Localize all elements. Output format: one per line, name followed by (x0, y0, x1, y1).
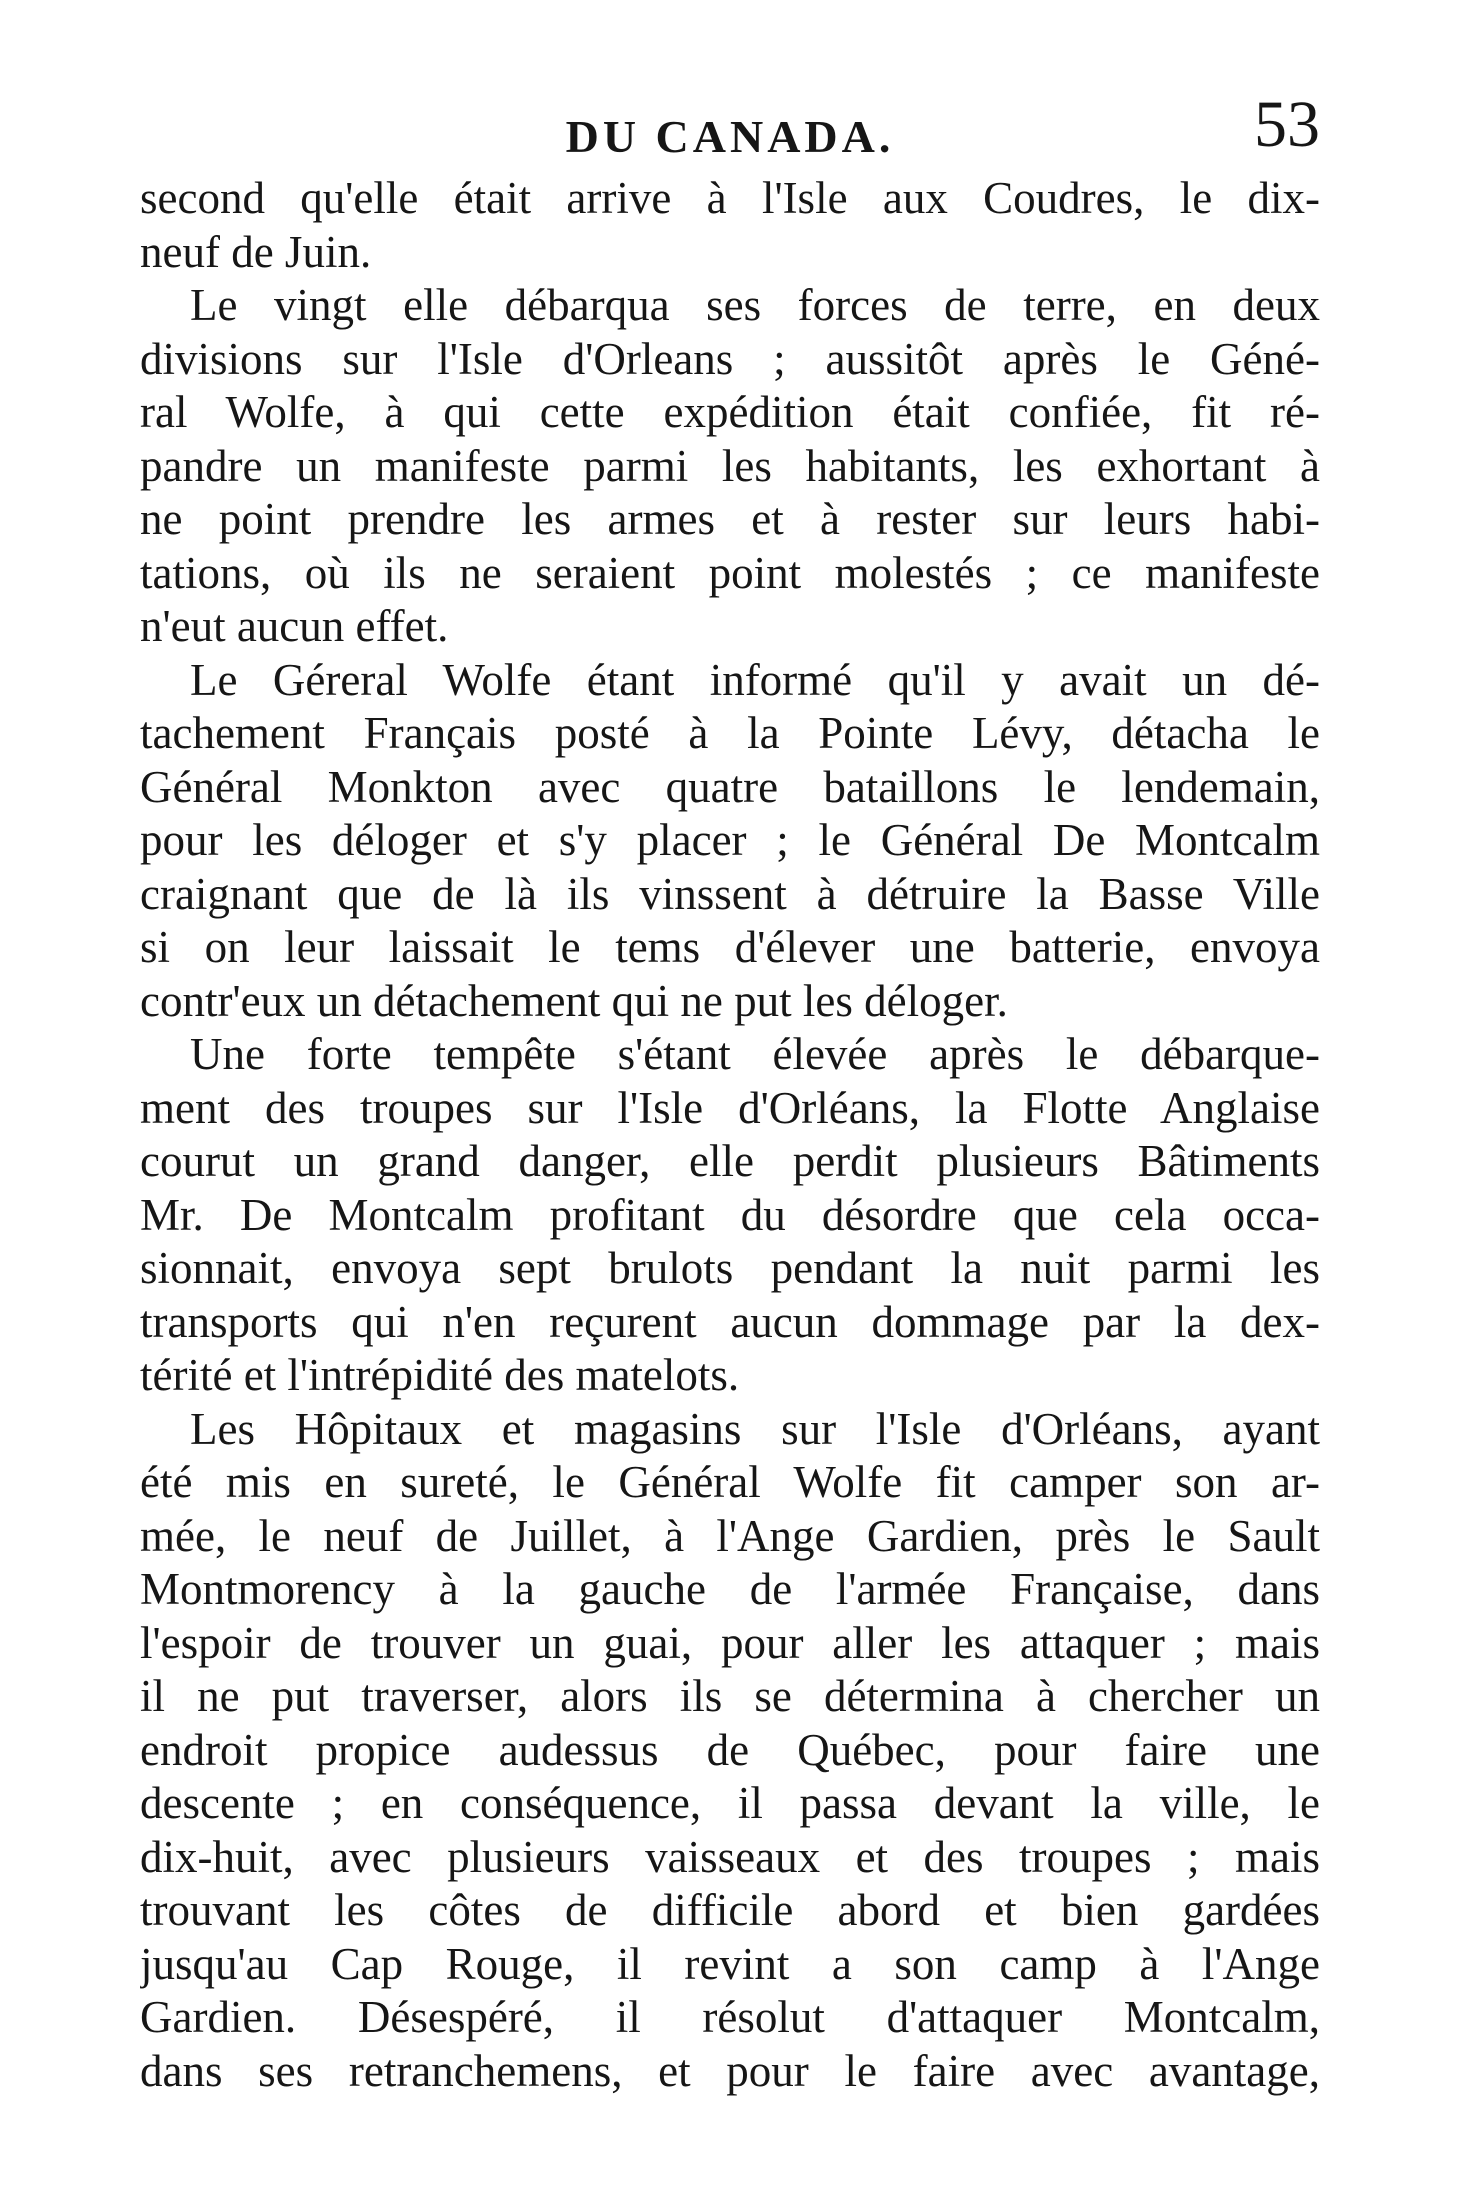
text-line: ment des troupes sur l'Isle d'Orléans, la Flotte Anglaise (140, 1082, 1320, 1133)
running-title: DU CANADA. (565, 111, 895, 162)
text-line: tations, où ils ne seraient point molestés ; ce manifeste (140, 547, 1320, 598)
text-line: pour les déloger et s'y placer ; le Général De Montcalm (140, 815, 1320, 865)
text-line: pandre un manifeste parmi les habitants, les exhortant à (140, 440, 1320, 491)
text-line: tachement Français posté à la Pointe Lévy, détacha le (140, 708, 1320, 758)
paragraph (140, 1403, 1320, 2099)
text-line: endroit propice audessus de Québec, pour faire une (140, 1724, 1320, 1775)
text-line: Le vingt elle débarqua ses forces de terre, en deux (190, 280, 1320, 330)
text-line: ral Wolfe, à qui cette expédition était confiée, fit ré- (140, 387, 1320, 437)
text-line: jusqu'au Cap Rouge, il revint a son camp à l'Ange (140, 1938, 1320, 1989)
text-line: ne point prendre les armes et à rester sur leurs habi- (140, 494, 1320, 544)
text-line: l'espoir de trouver un guai, pour aller les attaquer ; mais (140, 1617, 1320, 1668)
running-head (140, 88, 1320, 172)
text-line: second qu'elle était arrive à l'Isle aux Coudres, le dix- (140, 173, 1320, 223)
text-line: mée, le neuf de Juillet, à l'Ange Gardien, près le Sault (140, 1510, 1320, 1561)
text-line: Général Monkton avec quatre bataillons le lendemain, (140, 761, 1320, 812)
text-line: sionnait, envoya sept brulots pendant la nuit parmi les (140, 1243, 1320, 1293)
text-line: contr'eux un détachement qui ne put les déloger. (140, 975, 1008, 1026)
text-line: Gardien. Désespéré, il résolut d'attaquer Montcalm, (140, 1992, 1320, 2042)
text-line: transports qui n'en reçurent aucun dommage par la dex- (140, 1296, 1320, 1347)
paragraph (140, 172, 1320, 279)
text-line: Les Hôpitaux et magasins sur l'Isle d'Orléans, ayant (190, 1403, 1320, 1454)
text-line: dans ses retranchemens, et pour le faire avec avantage, (140, 2045, 1320, 2096)
text-line: n'eut aucun effet. (140, 601, 449, 651)
text-line: si on leur laissait le tems d'élever une batterie, envoya (140, 922, 1320, 972)
text-line: térité et l'intrépidité des matelots. (140, 1350, 740, 1400)
paragraph (140, 1028, 1320, 1403)
text-line: dix-huit, avec plusieurs vaisseaux et des troupes ; mais (140, 1831, 1320, 1882)
text-line: Montmorency à la gauche de l'armée Française, dans (140, 1564, 1320, 1614)
paragraph (140, 654, 1320, 1029)
text-line: trouvant les côtes de difficile abord et bien gardées (140, 1885, 1320, 1935)
text-line: descente ; en conséquence, il passa devant la ville, le (140, 1778, 1320, 1828)
body-text (140, 172, 1320, 2098)
text-line: il ne put traverser, alors ils se détermina à chercher un (140, 1671, 1320, 1721)
text-line: craignant que de là ils vinssent à détruire la Basse Ville (140, 868, 1320, 919)
text-line: divisions sur l'Isle d'Orleans ; aussitôt après le Géné- (140, 333, 1320, 384)
text-line: Le Géreral Wolfe étant informé qu'il y avait un dé- (190, 654, 1320, 705)
text-line: Mr. De Montcalm profitant du désordre que cela occa- (140, 1189, 1320, 1240)
paragraph (140, 279, 1320, 654)
text-line: Une forte tempête s'étant élevée après le débarque- (190, 1029, 1320, 1079)
page-number: 53 (1254, 88, 1320, 161)
text-line: neuf de Juin. (140, 226, 372, 277)
text-line: courut un grand danger, elle perdit plusieurs Bâtiments (140, 1136, 1320, 1186)
text-line: été mis en sureté, le Général Wolfe fit camper son ar- (140, 1457, 1320, 1507)
